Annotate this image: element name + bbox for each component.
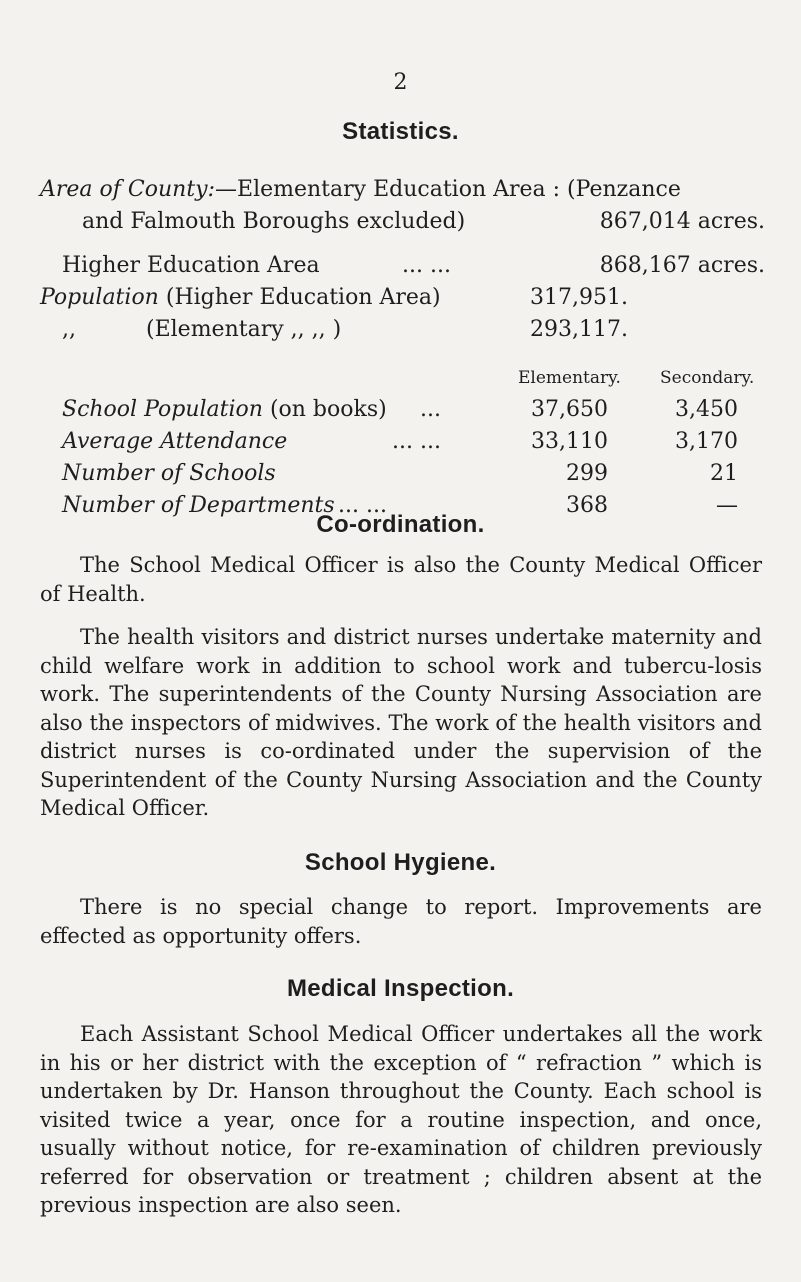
row-secondary: 3,170 xyxy=(675,429,738,454)
paragraph-text: Each Assistant School Medical Officer undertakes all the work in his or her district with the exception of “ refraction ” which is undertaken by Dr. Hanson throughout the County. Each school is visited twice a year, once for a routine inspection, and once, usually without notice, for re-examination of children previously referred for observation or treatment ; children absent at the previous inspection are also seen. xyxy=(40,1022,762,1217)
medical-inspection-paragraph xyxy=(40,1020,762,1220)
row-label xyxy=(62,395,387,425)
area-line-2-value: 867,014 acres. xyxy=(599,209,765,234)
coordination-paragraph-1 xyxy=(40,551,762,608)
paragraph-text: The School Medical Officer is also the County Medical Officer of Health. xyxy=(40,553,762,606)
row-label-main: School Population xyxy=(62,397,263,422)
higher-education-value: 868,167 acres. xyxy=(599,253,765,278)
coordination-paragraph-2 xyxy=(40,623,762,823)
row-label-main: Number of Departments xyxy=(62,493,335,518)
row-elementary: 37,650 xyxy=(531,397,608,422)
paragraph-text: There is no special change to report. Improvements are effected as opportunity offers. xyxy=(40,895,762,948)
population-elementary-text: (Elementary ,, ,, ) xyxy=(146,317,342,342)
area-label: Area of County: xyxy=(40,177,216,202)
higher-education-dots: ... ... xyxy=(402,253,451,278)
medical-inspection-heading: Medical Inspection. xyxy=(286,975,515,1002)
area-line-1 xyxy=(40,175,681,205)
row-secondary: 3,450 xyxy=(675,397,738,422)
statistics-heading: Statistics. xyxy=(342,118,459,145)
row-dots: ... ... xyxy=(392,429,441,454)
row-dots: ... ... xyxy=(338,493,387,518)
row-dots: ... xyxy=(420,397,441,422)
col-head-elementary: Elementary. xyxy=(518,368,621,388)
population-label: Population xyxy=(40,285,159,310)
higher-education-label: Higher Education Area xyxy=(62,253,320,278)
col-head-secondary: Secondary. xyxy=(660,368,755,388)
row-label-main: Average Attendance xyxy=(62,429,288,454)
school-hygiene-heading: School Hygiene. xyxy=(304,849,497,876)
coordination-heading: Co-ordination. xyxy=(316,511,485,538)
row-elementary: 368 xyxy=(566,493,608,518)
row-elementary: 299 xyxy=(566,461,608,486)
school-hygiene-paragraph xyxy=(40,893,762,950)
row-label-rest: (on books) xyxy=(269,397,387,422)
row-label-main: Number of Schools xyxy=(62,461,276,486)
population-elementary-value: 293,117. xyxy=(530,317,628,342)
population-line xyxy=(40,283,441,313)
population-higher-value: 317,951. xyxy=(530,285,628,310)
population-elementary-ditto: ,, xyxy=(62,317,76,342)
area-line-1-rest: —Elementary Education Area : (Penzance xyxy=(215,177,681,202)
row-secondary: — xyxy=(716,493,738,518)
population-higher-text: (Higher Education Area) xyxy=(165,285,441,310)
area-line-2-text: and Falmouth Boroughs excluded) xyxy=(82,209,466,234)
row-elementary: 33,110 xyxy=(531,429,608,454)
page-number: 2 xyxy=(393,70,408,95)
paragraph-text: The health visitors and district nurses undertake maternity and child welfare work in addition to school work and tubercu-losis work. The superintendents of the County Nursing Association are also the inspectors of midwives. The work of the health visitors and district nurses is co-ordinated under the supervision of the Superintendent of the County Nursing Association and the County Medical Officer. xyxy=(40,625,762,820)
row-secondary: 21 xyxy=(710,461,738,486)
